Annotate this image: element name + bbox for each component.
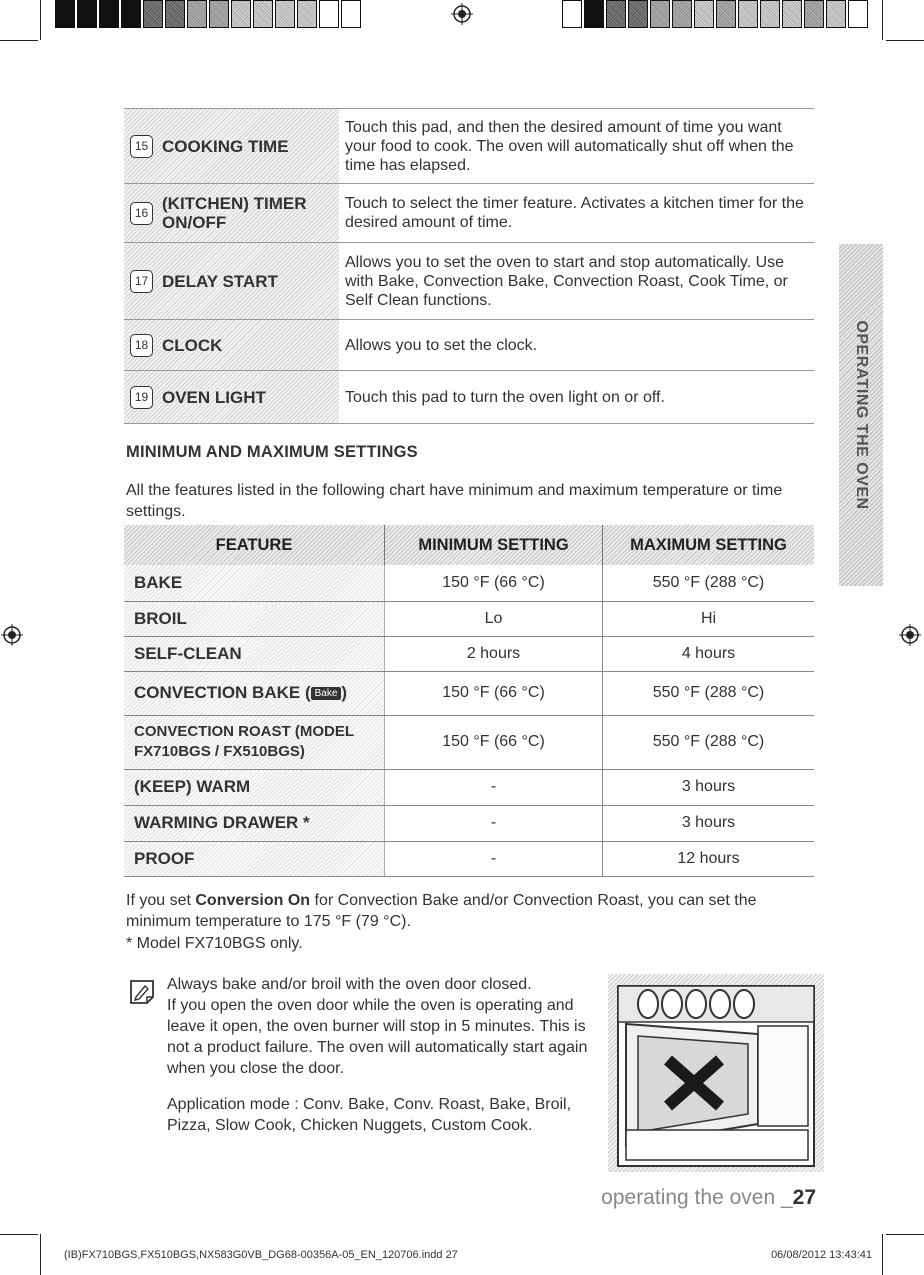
crop-mark <box>40 1234 41 1275</box>
table-row <box>124 565 814 601</box>
function-name: OVEN LIGHT <box>162 387 266 407</box>
header-minimum: MINIMUM SETTING <box>385 525 603 565</box>
function-number-badge: 16 <box>130 202 153 225</box>
function-name: DELAY START <box>162 271 278 291</box>
min-cell: - <box>385 805 603 841</box>
function-name: CLOCK <box>162 335 223 355</box>
function-row <box>124 243 814 320</box>
function-name: COOKING TIME <box>162 136 289 156</box>
feature-cell: WARMING DRAWER * <box>124 805 385 841</box>
note-line-1: Always bake and/or broil with the oven door closed. <box>167 976 532 993</box>
function-row <box>124 320 814 371</box>
footnote-post: for Convection Bake and/or Convection Roast, you can set the minimum temperature to 175 °F (79 °C). <box>126 892 757 930</box>
function-number-badge: 17 <box>130 270 153 293</box>
table-row <box>124 601 814 636</box>
function-description: Allows you to set the clock. <box>345 336 538 354</box>
function-number-badge: 15 <box>130 135 153 158</box>
table-row <box>124 636 814 671</box>
function-row <box>124 371 814 424</box>
feature-cell: (KEEP) WARM <box>124 769 385 805</box>
min-cell: Lo <box>385 601 603 636</box>
convection-bake-icon: Bake <box>311 687 342 700</box>
crop-mark <box>40 0 41 40</box>
function-number-badge: 19 <box>130 386 153 409</box>
max-cell: Hi <box>603 601 815 636</box>
table-row <box>124 671 814 715</box>
note-line-3: Application mode : Conv. Bake, Conv. Roast, Bake, Broil, Pizza, Slow Cook, Chicken Nuggets, Custom Cook. <box>167 1096 572 1134</box>
function-number-badge: 18 <box>130 334 153 357</box>
feature-label-end: ) <box>341 683 348 702</box>
crop-mark <box>0 40 38 41</box>
footnote-bold: Conversion On <box>195 892 311 909</box>
min-cell: 2 hours <box>385 636 603 671</box>
max-cell: 12 hours <box>603 841 815 876</box>
function-description: Touch this pad to turn the oven light on or off. <box>345 388 665 406</box>
function-description: Touch to select the timer feature. Activates a kitchen timer for the desired amount of time. <box>345 195 804 231</box>
function-table <box>124 108 814 424</box>
feature-cell: PROOF <box>124 841 385 876</box>
min-cell: - <box>385 841 603 876</box>
feature-cell: BROIL <box>124 601 385 636</box>
header-feature: FEATURE <box>124 525 385 565</box>
crop-mark <box>886 1234 924 1235</box>
crop-mark <box>0 1234 38 1235</box>
conversion-footnote <box>126 890 816 932</box>
registration-target-icon <box>1 624 23 646</box>
chapter-side-tab <box>839 244 883 586</box>
function-label-cell <box>124 243 339 319</box>
min-cell: 150 °F (66 °C) <box>385 671 603 715</box>
function-label-cell <box>124 371 339 423</box>
section-intro: All the features listed in the following chart have minimum and maximum temperature or time settings. <box>126 482 783 520</box>
max-cell: 4 hours <box>603 636 815 671</box>
feature-cell: BAKE <box>124 565 385 601</box>
feature-cell: CONVECTION ROAST (MODEL FX710BGS / FX510BGS) <box>124 715 385 769</box>
print-slug-date: 06/08/2012 13:43:41 <box>771 1249 872 1261</box>
footnote-pre: If you set <box>126 892 196 909</box>
section-title: MINIMUM AND MAXIMUM SETTINGS <box>126 443 418 461</box>
feature-cell: SELF-CLEAN <box>124 636 385 671</box>
crop-mark <box>882 0 883 40</box>
function-label-cell <box>124 109 339 183</box>
oven-door-illustration <box>608 974 824 1172</box>
function-label-cell <box>124 320 339 370</box>
function-description: Touch this pad, and then the desired amount of time you want your food to cook. The oven will automatically shut off when the time has elapsed. <box>345 118 794 174</box>
feature-cell <box>124 671 385 715</box>
min-cell: - <box>385 769 603 805</box>
settings-header-row <box>124 525 814 565</box>
note-icon <box>128 978 156 1006</box>
registration-target-icon <box>899 624 921 646</box>
registration-bar-left <box>55 0 363 32</box>
crop-mark <box>886 40 924 41</box>
chapter-side-tab-label: OPERATING THE OVEN <box>853 320 870 510</box>
crop-mark <box>882 1234 883 1275</box>
max-cell: 3 hours <box>603 769 815 805</box>
function-row <box>124 108 814 184</box>
function-name: (KITCHEN) TIMER ON/OFF <box>162 194 307 232</box>
page-number: 27 <box>792 1186 816 1209</box>
oven-drawing <box>608 974 824 1172</box>
page-footer-text: operating the oven _ <box>601 1186 793 1209</box>
function-label-cell <box>124 184 339 242</box>
table-row <box>124 805 814 841</box>
registration-bar-right <box>562 0 870 32</box>
max-cell: 550 °F (288 °C) <box>603 565 815 601</box>
page-footer <box>601 1186 816 1210</box>
max-cell: 3 hours <box>603 805 815 841</box>
model-footnote: * Model FX710BGS only. <box>126 935 303 952</box>
settings-table <box>124 525 814 877</box>
min-cell: 150 °F (66 °C) <box>385 715 603 769</box>
max-cell: 550 °F (288 °C) <box>603 671 815 715</box>
feature-label: CONVECTION BAKE ( <box>134 683 311 702</box>
table-row <box>124 769 814 805</box>
print-slug-file: (IB)FX710BGS,FX510BGS,NX583G0VB_DG68-00356A-05_EN_120706.indd 27 <box>64 1249 458 1261</box>
table-row <box>124 715 814 769</box>
function-row <box>124 184 814 243</box>
max-cell: 550 °F (288 °C) <box>603 715 815 769</box>
registration-target-icon <box>451 3 473 25</box>
min-cell: 150 °F (66 °C) <box>385 565 603 601</box>
note-line-2: If you open the oven door while the oven is operating and leave it open, the oven burner will stop in 5 minutes. This is not a product failure. The oven will automatically start again when you close the door. <box>167 997 588 1077</box>
header-maximum: MAXIMUM SETTING <box>603 525 815 565</box>
table-row <box>124 841 814 876</box>
function-description: Allows you to set the oven to start and stop automatically. Use with Bake, Convection Bake, Convection Roast, Cook Time, or Self Clean functions. <box>345 253 788 309</box>
